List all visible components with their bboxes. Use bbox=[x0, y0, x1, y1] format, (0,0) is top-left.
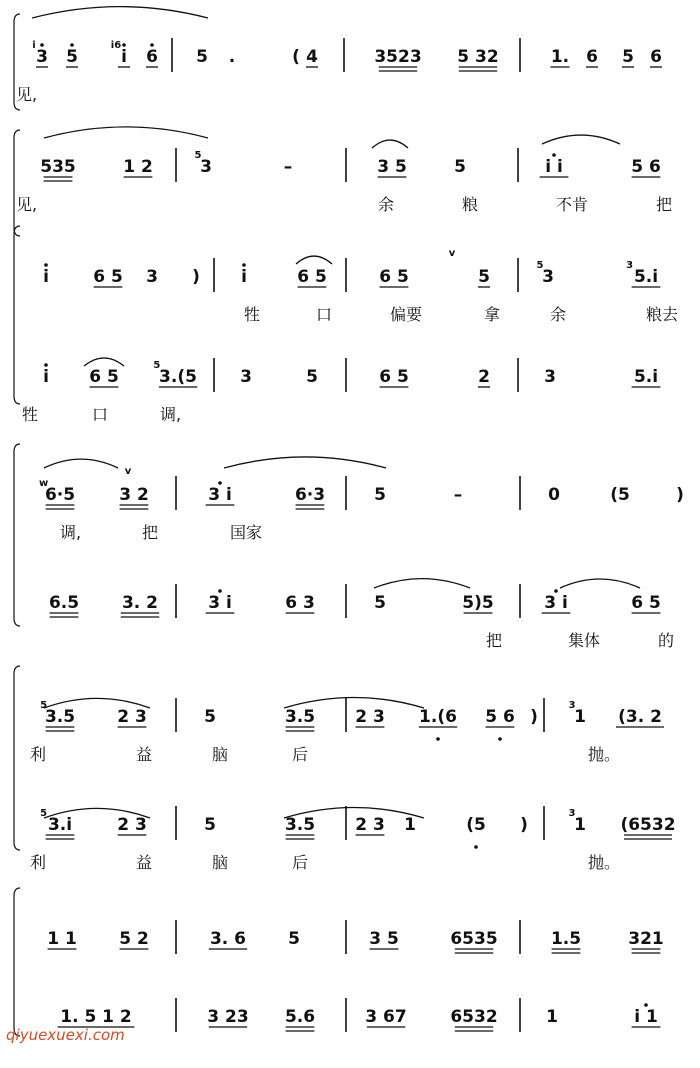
note-4: 6 3 bbox=[285, 593, 315, 613]
note-10: (3. 2 bbox=[618, 707, 662, 727]
grace-note: 5 bbox=[536, 260, 544, 271]
note-8: 6 5 bbox=[631, 593, 661, 613]
system-6 bbox=[14, 888, 664, 1036]
note-5: 5 bbox=[306, 367, 318, 387]
note-2: 5 bbox=[66, 47, 78, 67]
slur-arc bbox=[224, 457, 386, 468]
lyric-6: 粮去 bbox=[646, 305, 679, 324]
lyric-5: 抛。 bbox=[588, 745, 621, 764]
note-5: 3 5 bbox=[369, 929, 399, 949]
note-2: 5 2 bbox=[119, 929, 149, 949]
octave-dot-high bbox=[644, 1003, 648, 1007]
lyric-1: 利 bbox=[30, 745, 47, 764]
octave-dot-low bbox=[436, 737, 440, 741]
breath-mark: v bbox=[124, 466, 132, 477]
system-3 bbox=[14, 226, 678, 424]
note-9: 3523 bbox=[374, 47, 422, 67]
grace-note: w bbox=[38, 478, 49, 489]
note-4: ) bbox=[192, 267, 200, 287]
note-6: . bbox=[228, 47, 236, 67]
note-1: 1. 5 1 2 bbox=[60, 1007, 132, 1027]
note-1: 3 bbox=[36, 47, 48, 67]
note-7: (5 bbox=[466, 815, 486, 835]
lyric-1: 见, bbox=[16, 195, 38, 214]
note-3: 5 bbox=[204, 707, 216, 727]
note-7: 3 i bbox=[544, 593, 568, 613]
octave-dot-high bbox=[122, 43, 126, 47]
note-7: ( bbox=[292, 47, 300, 67]
note-6: 1 bbox=[546, 1007, 558, 1027]
octave-dot-low bbox=[474, 845, 478, 849]
note-1: 6.5 bbox=[48, 593, 80, 613]
octave-dot-high bbox=[242, 263, 246, 267]
note-9: 1 bbox=[574, 815, 586, 835]
note-6: 5 bbox=[454, 157, 466, 177]
note-11: 5.i bbox=[633, 267, 659, 287]
grace-note: 3 bbox=[568, 700, 576, 711]
lyric-1: 牲 bbox=[22, 405, 39, 424]
note-5: 5 bbox=[374, 593, 386, 613]
octave-dot-low bbox=[498, 737, 502, 741]
note-7: 6 5 bbox=[379, 267, 409, 287]
slur-arc bbox=[32, 7, 208, 18]
grace-note: i bbox=[32, 40, 36, 51]
note-3: 3 2 bbox=[119, 485, 149, 505]
note-9: 5 bbox=[478, 267, 490, 287]
lyric-3: 调, bbox=[160, 405, 182, 424]
lyric-1: 调, bbox=[60, 523, 82, 542]
staff-5-2 bbox=[30, 806, 676, 872]
breath-mark: v bbox=[448, 248, 456, 259]
note-14: 6 bbox=[650, 47, 662, 67]
system-bracket bbox=[14, 888, 20, 1036]
lyric-5: 抛。 bbox=[588, 853, 621, 872]
note-2: 6 5 bbox=[93, 267, 123, 287]
note-8: ) bbox=[520, 815, 528, 835]
lyric-2: 益 bbox=[136, 853, 153, 872]
note-3: i bbox=[121, 47, 127, 67]
lyric-2: 集体 bbox=[568, 631, 601, 650]
lyric-3: 脑 bbox=[212, 745, 229, 764]
note-10: 5 32 bbox=[457, 47, 499, 67]
note-5: 5 bbox=[196, 47, 208, 67]
note-6: 6 5 bbox=[379, 367, 409, 387]
lyric-1: 利 bbox=[30, 853, 47, 872]
slur-arc bbox=[374, 579, 470, 588]
lyric-4: 后 bbox=[292, 745, 309, 764]
note-9: 5.i bbox=[633, 367, 659, 387]
note-4: 3.5 bbox=[284, 707, 316, 727]
slur-arc bbox=[44, 459, 118, 468]
lyric-1: 见, bbox=[16, 85, 38, 104]
staff-3-1 bbox=[43, 248, 678, 324]
note-1: 3.5 bbox=[44, 707, 76, 727]
lyric-1: 牲 bbox=[244, 305, 261, 324]
note-4: 3 bbox=[240, 367, 252, 387]
note-5: 2 3 bbox=[355, 707, 385, 727]
system-bracket bbox=[14, 130, 20, 236]
octave-dot-high bbox=[44, 363, 48, 367]
note-6: 1.(6 bbox=[419, 707, 457, 727]
note-7: i 1 bbox=[634, 1007, 658, 1027]
note-5: 2 3 bbox=[355, 815, 385, 835]
lyric-2: 余 bbox=[378, 195, 395, 214]
lyric-5: 余 bbox=[550, 305, 567, 324]
staff-2-1 bbox=[16, 127, 672, 214]
note-4: 3.5 bbox=[284, 815, 316, 835]
note-8: 321 bbox=[628, 929, 664, 949]
lyric-3: 脑 bbox=[212, 853, 229, 872]
grace-note: 3 bbox=[568, 808, 576, 819]
staff-1-1 bbox=[16, 7, 662, 104]
slur-arc bbox=[296, 256, 332, 264]
note-1: 6·5 bbox=[44, 485, 76, 505]
staff-3-2 bbox=[22, 358, 660, 424]
staff-6-2 bbox=[58, 998, 661, 1032]
note-4: 3 i bbox=[208, 485, 232, 505]
note-3: 3. 6 bbox=[209, 929, 247, 949]
lyric-3: 的 bbox=[658, 631, 675, 650]
lyric-3: 粮 bbox=[462, 195, 479, 214]
note-2: 2 3 bbox=[117, 815, 147, 835]
grace-note: 5 bbox=[40, 808, 48, 819]
note-4: 5 bbox=[288, 929, 300, 949]
note-2: 6 5 bbox=[89, 367, 119, 387]
note-13: 5 bbox=[622, 47, 634, 67]
note-10: (6532 bbox=[620, 815, 676, 835]
note-3: 3.(5 bbox=[159, 367, 197, 387]
note-2: 1 2 bbox=[123, 157, 153, 177]
note-4: 6 bbox=[146, 47, 158, 67]
staff-4-1 bbox=[39, 457, 684, 542]
note-1: i bbox=[43, 367, 49, 387]
note-7: 2 bbox=[478, 367, 490, 387]
octave-dot-high bbox=[40, 43, 44, 47]
lyric-3: 偏要 bbox=[390, 305, 423, 324]
note-8: ) bbox=[530, 707, 538, 727]
note-6: 1 bbox=[404, 815, 416, 835]
notation-layer bbox=[14, 7, 684, 1036]
lyric-4: 后 bbox=[292, 853, 309, 872]
note-11: 1. bbox=[550, 47, 570, 67]
note-1: 535 bbox=[40, 157, 76, 177]
note-5: i bbox=[241, 267, 247, 287]
octave-dot-high bbox=[44, 263, 48, 267]
slur-arc bbox=[560, 579, 640, 588]
note-2: 3 23 bbox=[207, 1007, 249, 1027]
note-2: 3. 2 bbox=[121, 593, 159, 613]
note-1: i bbox=[43, 267, 49, 287]
note-5: 3 5 bbox=[377, 157, 407, 177]
note-8: 5 6 bbox=[631, 157, 661, 177]
lyric-2: 口 bbox=[92, 405, 109, 424]
note-3: 5 bbox=[204, 815, 216, 835]
note-1: 1 1 bbox=[47, 929, 77, 949]
grace-note: 5 bbox=[40, 700, 48, 711]
slur-arc bbox=[84, 358, 124, 366]
system-bracket bbox=[14, 666, 20, 850]
octave-dot-high bbox=[554, 589, 558, 593]
note-6: 5)5 bbox=[462, 593, 494, 613]
staff-5-1 bbox=[30, 698, 664, 765]
note-7: i i bbox=[545, 157, 563, 177]
note-6: 5 bbox=[374, 485, 386, 505]
note-3: 3 bbox=[200, 157, 212, 177]
note-9: 1 bbox=[574, 707, 586, 727]
note-12: 6 bbox=[586, 47, 598, 67]
lyric-2: 把 bbox=[142, 523, 159, 542]
system-4 bbox=[14, 444, 684, 650]
staff-4-2 bbox=[49, 579, 674, 650]
note-4: 3 67 bbox=[365, 1007, 407, 1027]
octave-dot-high bbox=[218, 481, 222, 485]
system-5 bbox=[14, 666, 676, 872]
slur-arc bbox=[372, 140, 408, 148]
note-6: 6535 bbox=[450, 929, 498, 949]
note-3: 3 bbox=[146, 267, 158, 287]
note-7: 5 6 bbox=[485, 707, 515, 727]
note-7: – bbox=[453, 485, 463, 505]
note-2: 2 3 bbox=[117, 707, 147, 727]
note-10: ) bbox=[676, 485, 684, 505]
system-bracket bbox=[14, 226, 20, 404]
note-9: (5 bbox=[610, 485, 630, 505]
grace-note: i6 bbox=[110, 40, 122, 51]
lyric-4: 不肯 bbox=[556, 195, 589, 214]
note-10: 3 bbox=[542, 267, 554, 287]
note-6: 6 5 bbox=[297, 267, 327, 287]
slur-arc bbox=[542, 135, 620, 144]
note-5: 6532 bbox=[450, 1007, 498, 1027]
watermark-text: qiyuexuexi.com bbox=[6, 1026, 125, 1044]
lyric-5: 把 bbox=[656, 195, 673, 214]
system-bracket bbox=[14, 444, 20, 626]
lyric-3: 国家 bbox=[230, 523, 263, 542]
octave-dot-high bbox=[218, 589, 222, 593]
octave-dot-high bbox=[552, 153, 556, 157]
note-1: 3.i bbox=[47, 815, 73, 835]
slur-arc bbox=[44, 127, 208, 138]
lyric-2: 口 bbox=[316, 305, 333, 324]
note-5: 6·3 bbox=[294, 485, 326, 505]
lyric-4: 拿 bbox=[484, 305, 501, 324]
grace-note: 5 bbox=[153, 360, 161, 371]
grace-note: 5 bbox=[194, 150, 202, 161]
note-3: 5.6 bbox=[284, 1007, 316, 1027]
note-8: 3 bbox=[544, 367, 556, 387]
note-8: 4 bbox=[306, 47, 318, 67]
system-1 bbox=[14, 7, 662, 110]
lyric-2: 益 bbox=[136, 745, 153, 764]
note-8: 0 bbox=[548, 485, 560, 505]
octave-dot-high bbox=[150, 43, 154, 47]
note-3: 3 i bbox=[208, 593, 232, 613]
staff-6-1 bbox=[47, 920, 664, 954]
grace-note: 3 bbox=[626, 260, 634, 271]
note-7: 1.5 bbox=[550, 929, 582, 949]
system-2 bbox=[14, 127, 672, 236]
lyric-1: 把 bbox=[486, 631, 503, 650]
note-4: – bbox=[283, 157, 293, 177]
octave-dot-high bbox=[70, 43, 74, 47]
